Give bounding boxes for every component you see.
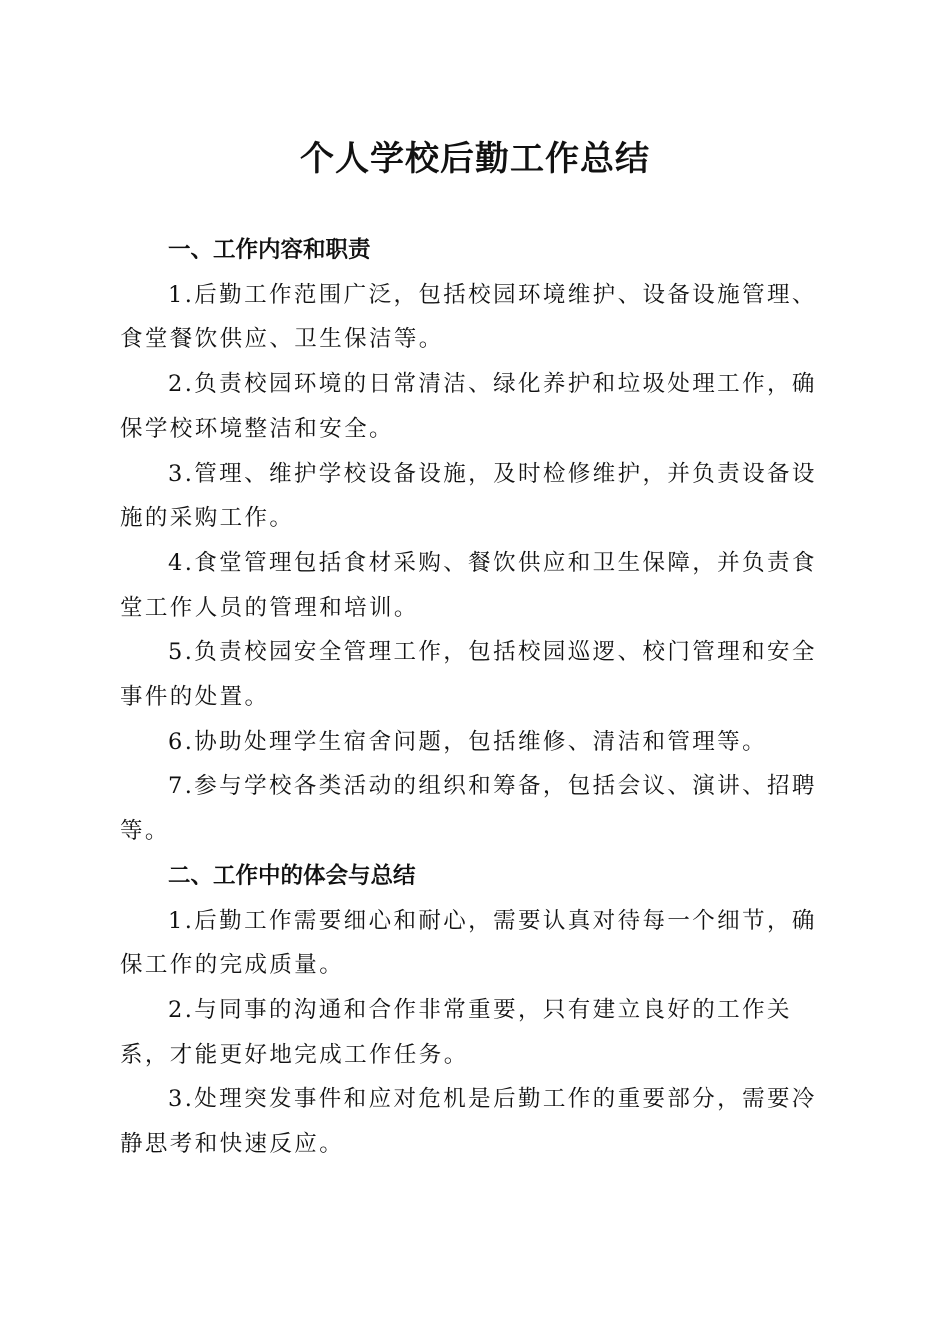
duty-item-4: 4.食堂管理包括食材采购、餐饮供应和卫生保障，并负责食堂工作人员的管理和培训。 [120, 549, 817, 621]
duty-item-1: 1.后勤工作范围广泛，包括校园环境维护、设备设施管理、食堂餐饮供应、卫生保洁等。 [120, 281, 817, 353]
section-heading: 二、工作中的体会与总结 [168, 862, 416, 889]
reflection-item-1: 1.后勤工作需要细心和耐心，需要认真对待每一个细节，确保工作的完成质量。 [120, 907, 817, 979]
duty-item-6: 6.协助处理学生宿舍问题，包括维修、清洁和管理等。 [168, 728, 767, 755]
duty-item-2: 2.负责校园环境的日常清洁、绿化养护和垃圾处理工作，确保学校环境整洁和安全。 [120, 371, 817, 442]
section-duties [120, 228, 840, 854]
section-reflections [120, 854, 840, 1167]
reflection-item-2: 2.与同事的沟通和合作非常重要，只有建立良好的工作关系，才能更好地完成工作任务。 [120, 996, 792, 1068]
section-heading: 一、工作内容和职责 [168, 237, 371, 263]
page-title: 个人学校后勤工作总结 [300, 139, 650, 179]
reflection-item-3: 3.处理突发事件和应对危机是后勤工作的重要部分，需要冷静思考和快速反应。 [120, 1086, 817, 1158]
document-body [120, 228, 840, 1167]
duty-item-7: 7.参与学校各类活动的组织和筹备，包括会议、演讲、招聘等。 [120, 773, 817, 845]
duty-item-3: 3.管理、维护学校设备设施，及时检修维护，并负责设备设施的采购工作。 [120, 460, 817, 532]
duty-item-5: 5.负责校园安全管理工作，包括校园巡逻、校门管理和安全事件的处置。 [120, 639, 817, 711]
